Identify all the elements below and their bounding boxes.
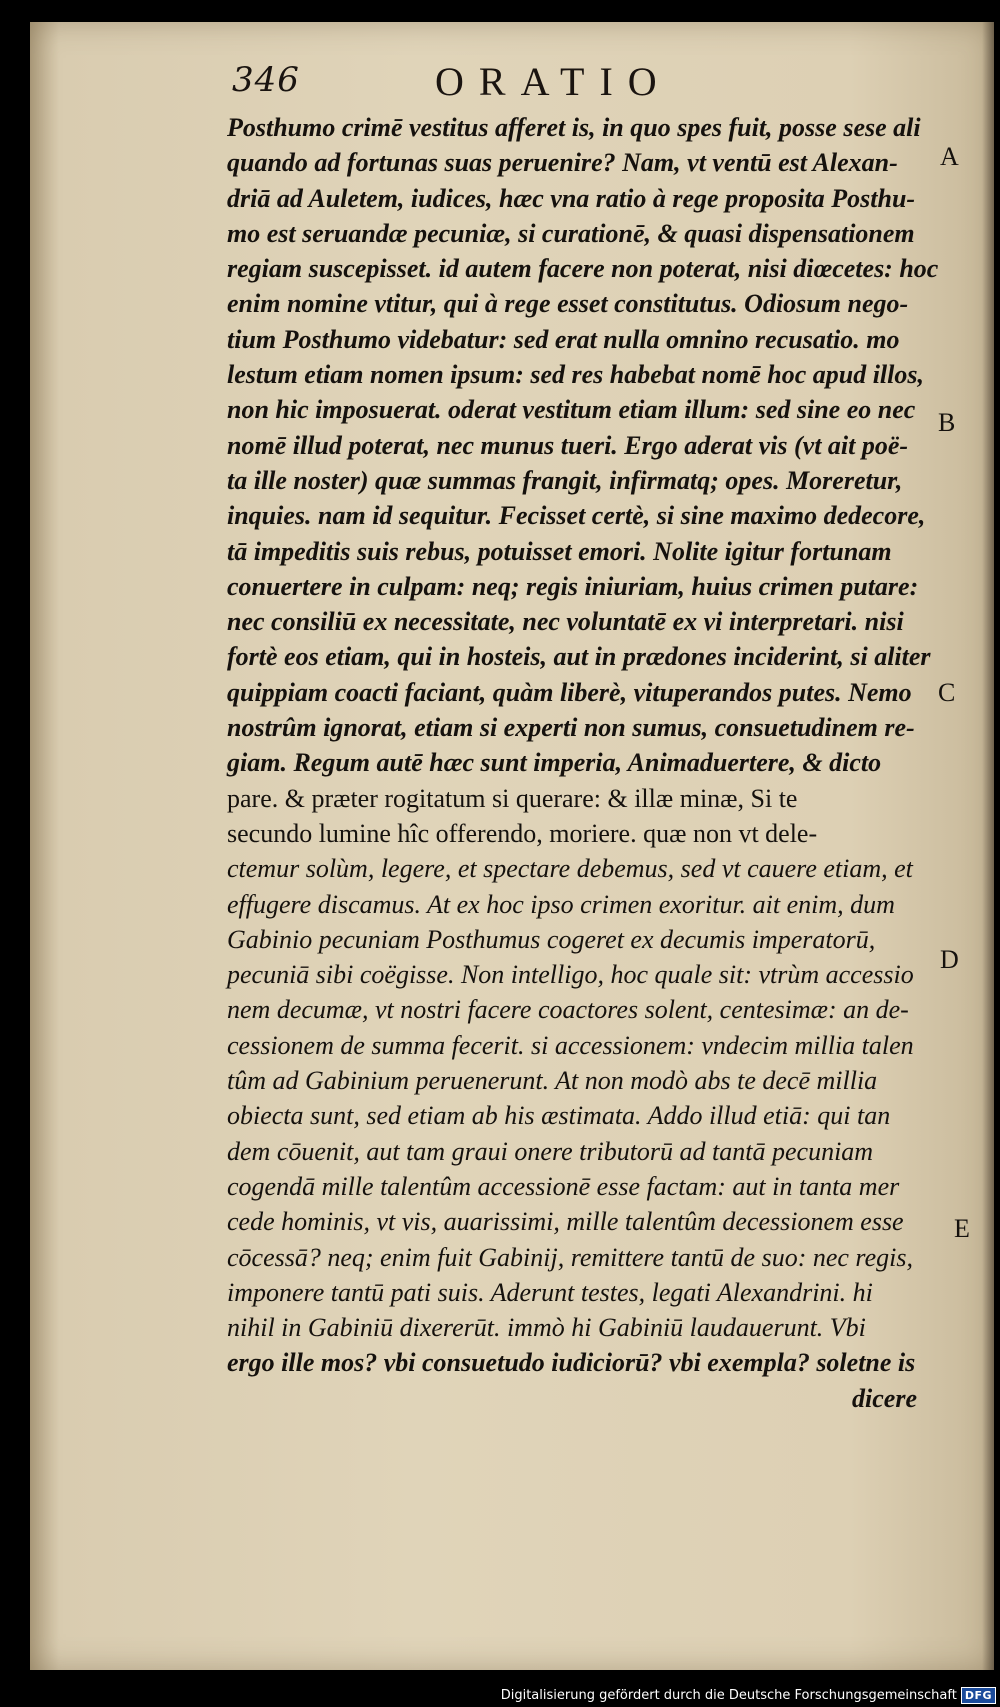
text-line: secundo lumine hîc offerendo, moriere. quæ non vt dele-: [227, 818, 818, 848]
text-line: tium Posthumo videbatur: sed erat nulla omnino recusatio. mo: [227, 324, 900, 354]
catchword: dicere: [852, 1383, 917, 1413]
text-line: giam. Regum autē hæc sunt imperia, Animaduertere, & dicto: [227, 748, 882, 778]
text-line: inquies. nam id sequitur. Fecisset certè, si sine maximo dedecore,: [227, 501, 926, 531]
page-edge-shadow: [982, 22, 994, 1670]
text-line: pare. & præter rogitatum si querare: & illæ minæ, Si te: [227, 783, 798, 813]
text-line: obiecta sunt, sed etiam ab his æstimata. Addo illud etiā: qui tan: [227, 1101, 891, 1131]
text-line: mo est seruandæ pecuniæ, si curationē, & quasi dispensationem: [227, 218, 915, 248]
text-line: effugere discamus. At ex hoc ipso crimen exoritur. ait enim, dum: [227, 889, 895, 919]
margin-letter-c: C: [938, 678, 956, 707]
text-line: ta ille noster) quæ summas frangit, infirmatq; opes. Moreretur,: [227, 465, 903, 495]
text-line: imponere tantū pati suis. Aderunt testes, legati Alexandrini. hi: [227, 1277, 873, 1307]
text-line: nihil in Gabiniū dixererūt. immò hi Gabiniū laudauerunt. Vbi: [227, 1313, 866, 1343]
text-line: cōcessā? neq; enim fuit Gabinij, remittere tantū de suo: nec regis,: [227, 1242, 913, 1272]
text-line: lestum etiam nomen ipsum: sed res habebat nomē hoc apud illos,: [227, 360, 924, 390]
footer-text: Digitalisierung gefördert durch die Deutsche Forschungsgemeinschaft: [500, 1688, 957, 1703]
text-line: nem decumæ, vt nostri facere coactores solent, centesimæ: an de-: [227, 995, 909, 1025]
body-text: [227, 110, 939, 1416]
text-line: Posthumo crimē vestitus afferet is, in quo spes fuit, posse sese ali: [227, 113, 921, 142]
text-line: cogendā mille talentûm accessionē esse factam: aut in tanta mer: [227, 1171, 900, 1201]
dfg-logo-icon: DFG: [961, 1687, 996, 1704]
page-number: 346: [232, 60, 300, 100]
margin-letter-e: E: [954, 1214, 970, 1243]
text-line: dem cōuenit, aut tam graui onere tributorū ad tantā pecuniam: [227, 1136, 874, 1166]
text-line: enim nomine vtitur, qui à rege esset constitutus. Odiosum nego-: [227, 289, 909, 319]
text-line: ergo ille mos? vbi consuetudo iudiciorū? vbi exempla? soletne is: [227, 1348, 916, 1378]
text-line: tûm ad Gabinium peruenerunt. At non modò abs te decē millia: [227, 1066, 878, 1096]
margin-letter-d: D: [940, 945, 959, 974]
text-line: quando ad fortunas suas peruenire? Nam, vt ventū est Alexan-: [227, 148, 898, 178]
text-line: nostrûm ignorat, etiam si experti non sumus, consuetudinem re-: [227, 713, 915, 743]
text-line: driā ad Auletem, iudices, hæc vna ratio à rege proposita Posthu-: [227, 183, 916, 213]
text-line: Gabinio pecuniam Posthumus cogeret ex decumis imperatorū,: [227, 924, 876, 954]
margin-letter-b: B: [938, 408, 956, 437]
text-line: conuertere in culpam: neq; regis iniuriam, huius crimen putare:: [227, 571, 919, 601]
text-line: non hic imposuerat. oderat vestitum etiam illum: sed sine eo nec: [227, 395, 916, 425]
running-head: ORATIO: [435, 59, 672, 104]
text-line: regiam suscepisset. id autem facere non poterat, nisi diœcetes: hoc: [227, 254, 939, 284]
footer-credit: [501, 1687, 996, 1704]
text-line: cessionem de summa fecerit. si accessionem: vndecim millia talen: [227, 1030, 914, 1060]
text-line: nec consiliū ex necessitate, nec voluntatē ex vi interpretari. nisi: [227, 607, 904, 637]
margin-letter-a: A: [940, 142, 959, 171]
text-line: fortè eos etiam, qui in hosteis, aut in prædones inciderint, si aliter: [227, 642, 931, 672]
text-line: nomē illud poterat, nec munus tueri. Ergo aderat vis (vt ait poë-: [227, 430, 909, 460]
text-line: quippiam coacti faciant, quàm liberè, vituperandos putes. Nemo: [227, 677, 912, 707]
text-line: tā impeditis suis rebus, potuisset emori. Nolite igitur fortunam: [227, 536, 892, 566]
text-line: cede hominis, vt vis, auarissimi, mille talentûm decessionem esse: [227, 1207, 904, 1237]
text-line: pecuniā sibi coëgisse. Non intelligo, hoc quale sit: vtrùm accessio: [227, 960, 914, 990]
text-line: ctemur solùm, legere, et spectare debemus, sed vt cauere etiam, et: [227, 854, 913, 884]
